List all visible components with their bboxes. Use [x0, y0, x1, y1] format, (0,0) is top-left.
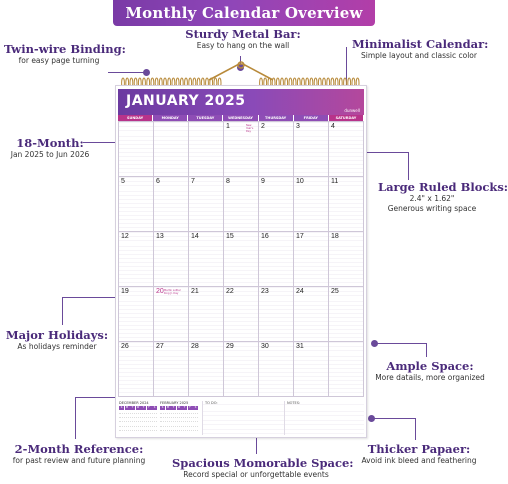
- day-cell: [294, 287, 329, 342]
- holiday-label: New Year's Day: [246, 124, 254, 133]
- callout-title: 18-Month:: [16, 136, 84, 150]
- day-cell: [294, 232, 329, 287]
- callout-title: Sturdy Metal Bar:: [185, 27, 301, 41]
- calendar-header: [118, 89, 364, 115]
- day-cell: [329, 287, 364, 342]
- callout-sub: for past review and future planning: [12, 456, 146, 465]
- day-number: 18: [331, 233, 339, 240]
- day-number: 17: [296, 233, 304, 240]
- brand-logo: dunwell: [344, 108, 360, 113]
- day-number: 19: [121, 288, 129, 295]
- calendar-page: [115, 85, 367, 438]
- day-number: 24: [296, 288, 304, 295]
- day-number: 28: [191, 343, 199, 350]
- mini-weekday: S: [161, 406, 164, 409]
- connector-thicker-v: [415, 418, 416, 440]
- day-cell: [119, 232, 154, 287]
- calendar-grid: [118, 121, 364, 397]
- notes-label: NOTES:: [287, 401, 301, 405]
- day-number: 23: [261, 288, 269, 295]
- mini-weekday: T: [183, 406, 186, 409]
- day-cell: [119, 287, 154, 342]
- callout-title: Minimalist Calendar:: [352, 37, 489, 51]
- weekday-label: SUNDAY: [118, 115, 153, 121]
- day-cell: [224, 122, 259, 177]
- callout-sub: for easy page turning: [18, 56, 100, 65]
- callout-18-month: [2, 136, 98, 160]
- day-cell: [224, 287, 259, 342]
- banner-title: Monthly Calendar Overview: [125, 4, 363, 22]
- day-cell: [189, 342, 224, 397]
- day-number: 12: [121, 233, 129, 240]
- mini-row: [160, 423, 198, 427]
- mini-weekday: W: [136, 406, 140, 409]
- day-cell: [189, 177, 224, 232]
- day-cell: [329, 232, 364, 287]
- mini-row: [160, 427, 198, 431]
- day-number: 5: [121, 178, 125, 185]
- day-cell: [189, 287, 224, 342]
- callout-title: Major Holidays:: [5, 328, 109, 342]
- callout-sub: 2.4" x 1.62": [409, 194, 455, 203]
- mini-weekday: M: [166, 406, 170, 409]
- day-cell: [259, 232, 294, 287]
- day-number: 29: [226, 343, 234, 350]
- mini-row: [160, 415, 198, 419]
- callout-sub: Record special or unforgettable events: [183, 470, 329, 479]
- mini-weekday: W: [177, 406, 181, 409]
- mini-weekday: T: [142, 406, 145, 409]
- day-cell: [224, 342, 259, 397]
- connector-dot: [368, 415, 375, 422]
- day-cell: [259, 177, 294, 232]
- day-cell: [294, 122, 329, 177]
- callout-minimalist: [352, 37, 489, 61]
- wall-calendar: [115, 60, 367, 438]
- empty-day-cell: [119, 122, 154, 177]
- connector-holidays: [62, 297, 63, 325]
- callout-holidays: [2, 328, 112, 352]
- todo-area: [202, 401, 284, 435]
- connector-thicker: [373, 418, 415, 419]
- connector-ample-space: [376, 343, 426, 344]
- callout-ample-space: [374, 359, 486, 383]
- day-cell: [154, 342, 189, 397]
- mini-calendar-title: FEBRUARY 2025: [160, 401, 189, 405]
- mini-row: [119, 410, 157, 414]
- mini-weekday: S: [153, 406, 156, 409]
- callout-title: 2-Month Reference:: [14, 442, 144, 456]
- day-cell: [259, 122, 294, 177]
- mini-row: [160, 419, 198, 423]
- mini-row: [119, 419, 157, 423]
- mini-weekday: T: [131, 406, 134, 409]
- day-number: 21: [191, 288, 199, 295]
- day-number: 14: [191, 233, 199, 240]
- callout-sub: Generous writing space: [387, 204, 477, 213]
- empty-day-cell: [154, 122, 189, 177]
- notes-area: [284, 401, 364, 435]
- calendar-month-title: JANUARY 2025: [126, 93, 246, 109]
- day-number: 10: [296, 178, 304, 185]
- day-cell: [189, 232, 224, 287]
- day-number: 7: [191, 178, 195, 185]
- mini-weekday: S: [194, 406, 197, 409]
- callout-title: Spacious Momorable Space:: [172, 456, 354, 470]
- day-number: 30: [261, 343, 269, 350]
- day-cell: [154, 177, 189, 232]
- day-cell: [259, 342, 294, 397]
- day-number: 26: [121, 343, 129, 350]
- callout-title: Large Ruled Blocks:: [378, 180, 508, 194]
- callout-title: Ample Space:: [386, 359, 474, 373]
- mini-weekday: F: [189, 406, 191, 409]
- empty-day-cell: [189, 122, 224, 177]
- mini-weekday: F: [148, 406, 150, 409]
- day-number: 3: [296, 123, 300, 130]
- day-cell: [154, 232, 189, 287]
- holiday-label: Martin Luther King Jr. Day: [164, 289, 181, 295]
- weekday-label: FRIDAY: [294, 115, 329, 121]
- day-cell: [154, 287, 189, 342]
- day-number: 1: [226, 123, 230, 130]
- mini-weekday-row: [119, 406, 157, 410]
- connector-ample-space-v: [426, 343, 427, 357]
- calendar-footer: [118, 400, 364, 436]
- day-number: 15: [226, 233, 234, 240]
- callout-thicker: [352, 442, 486, 466]
- callout-two-month: [0, 442, 158, 466]
- day-number: 16: [261, 233, 269, 240]
- mini-weekday-row: [160, 406, 198, 410]
- day-cell: [294, 177, 329, 232]
- day-cell: [119, 177, 154, 232]
- callout-spacious: [172, 456, 354, 480]
- callout-sub: Avoid ink bleed and feathering: [361, 456, 477, 465]
- day-number: 2: [261, 123, 265, 130]
- mini-weekday: S: [120, 406, 123, 409]
- callout-title: Thicker Papaer:: [367, 442, 471, 456]
- callout-sub: As holidays reminder: [17, 342, 97, 351]
- empty-day-cell: [329, 342, 364, 397]
- callout-sub: Easy to hang on the wall: [196, 41, 290, 50]
- mini-row: [119, 423, 157, 427]
- day-number: 25: [331, 288, 339, 295]
- callout-twin-wire: [4, 42, 126, 66]
- day-number: 20: [156, 288, 164, 295]
- callout-metal-bar: [183, 27, 303, 51]
- day-number: 6: [156, 178, 160, 185]
- day-cell: [119, 342, 154, 397]
- mini-row: [119, 415, 157, 419]
- weekday-label: THURSDAY: [259, 115, 294, 121]
- weekday-label: SATURDAY: [329, 115, 364, 121]
- connector-dot: [371, 340, 378, 347]
- day-cell: [224, 232, 259, 287]
- mini-weekday: T: [172, 406, 175, 409]
- day-cell: [259, 287, 294, 342]
- connector-ruled-blocks-v: [408, 152, 409, 180]
- weekday-label: MONDAY: [153, 115, 188, 121]
- day-number: 9: [261, 178, 265, 185]
- day-number: 13: [156, 233, 164, 240]
- day-number: 4: [331, 123, 335, 130]
- callout-title: Twin-wire Binding:: [4, 42, 126, 56]
- title-banner: [113, 0, 375, 26]
- day-number: 31: [296, 343, 304, 350]
- callout-sub: Jan 2025 to Jun 2026: [10, 150, 90, 159]
- day-cell: [224, 177, 259, 232]
- day-number: 22: [226, 288, 234, 295]
- weekday-label: WEDNESDAY: [223, 115, 258, 121]
- connector-two-month-h: [75, 397, 118, 398]
- mini-row: [160, 410, 198, 414]
- callout-sub: Simple layout and classic color: [361, 51, 477, 60]
- mini-row: [119, 427, 157, 431]
- day-number: 8: [226, 178, 230, 185]
- weekday-label: TUESDAY: [188, 115, 223, 121]
- day-cell: [329, 122, 364, 177]
- callout-sub: More datails, more organized: [375, 373, 485, 382]
- connector-two-month: [75, 397, 76, 439]
- callout-ruled-blocks: [378, 180, 508, 214]
- day-cell: [294, 342, 329, 397]
- day-number: 11: [331, 178, 339, 185]
- day-cell: [329, 177, 364, 232]
- mini-calendar-next: [160, 401, 198, 431]
- day-number: 27: [156, 343, 164, 350]
- mini-weekday: M: [125, 406, 129, 409]
- mini-calendar-title: DECEMBER 2024: [119, 401, 149, 405]
- todo-label: TO DO:: [205, 401, 218, 405]
- mini-calendar-prev: [119, 401, 157, 431]
